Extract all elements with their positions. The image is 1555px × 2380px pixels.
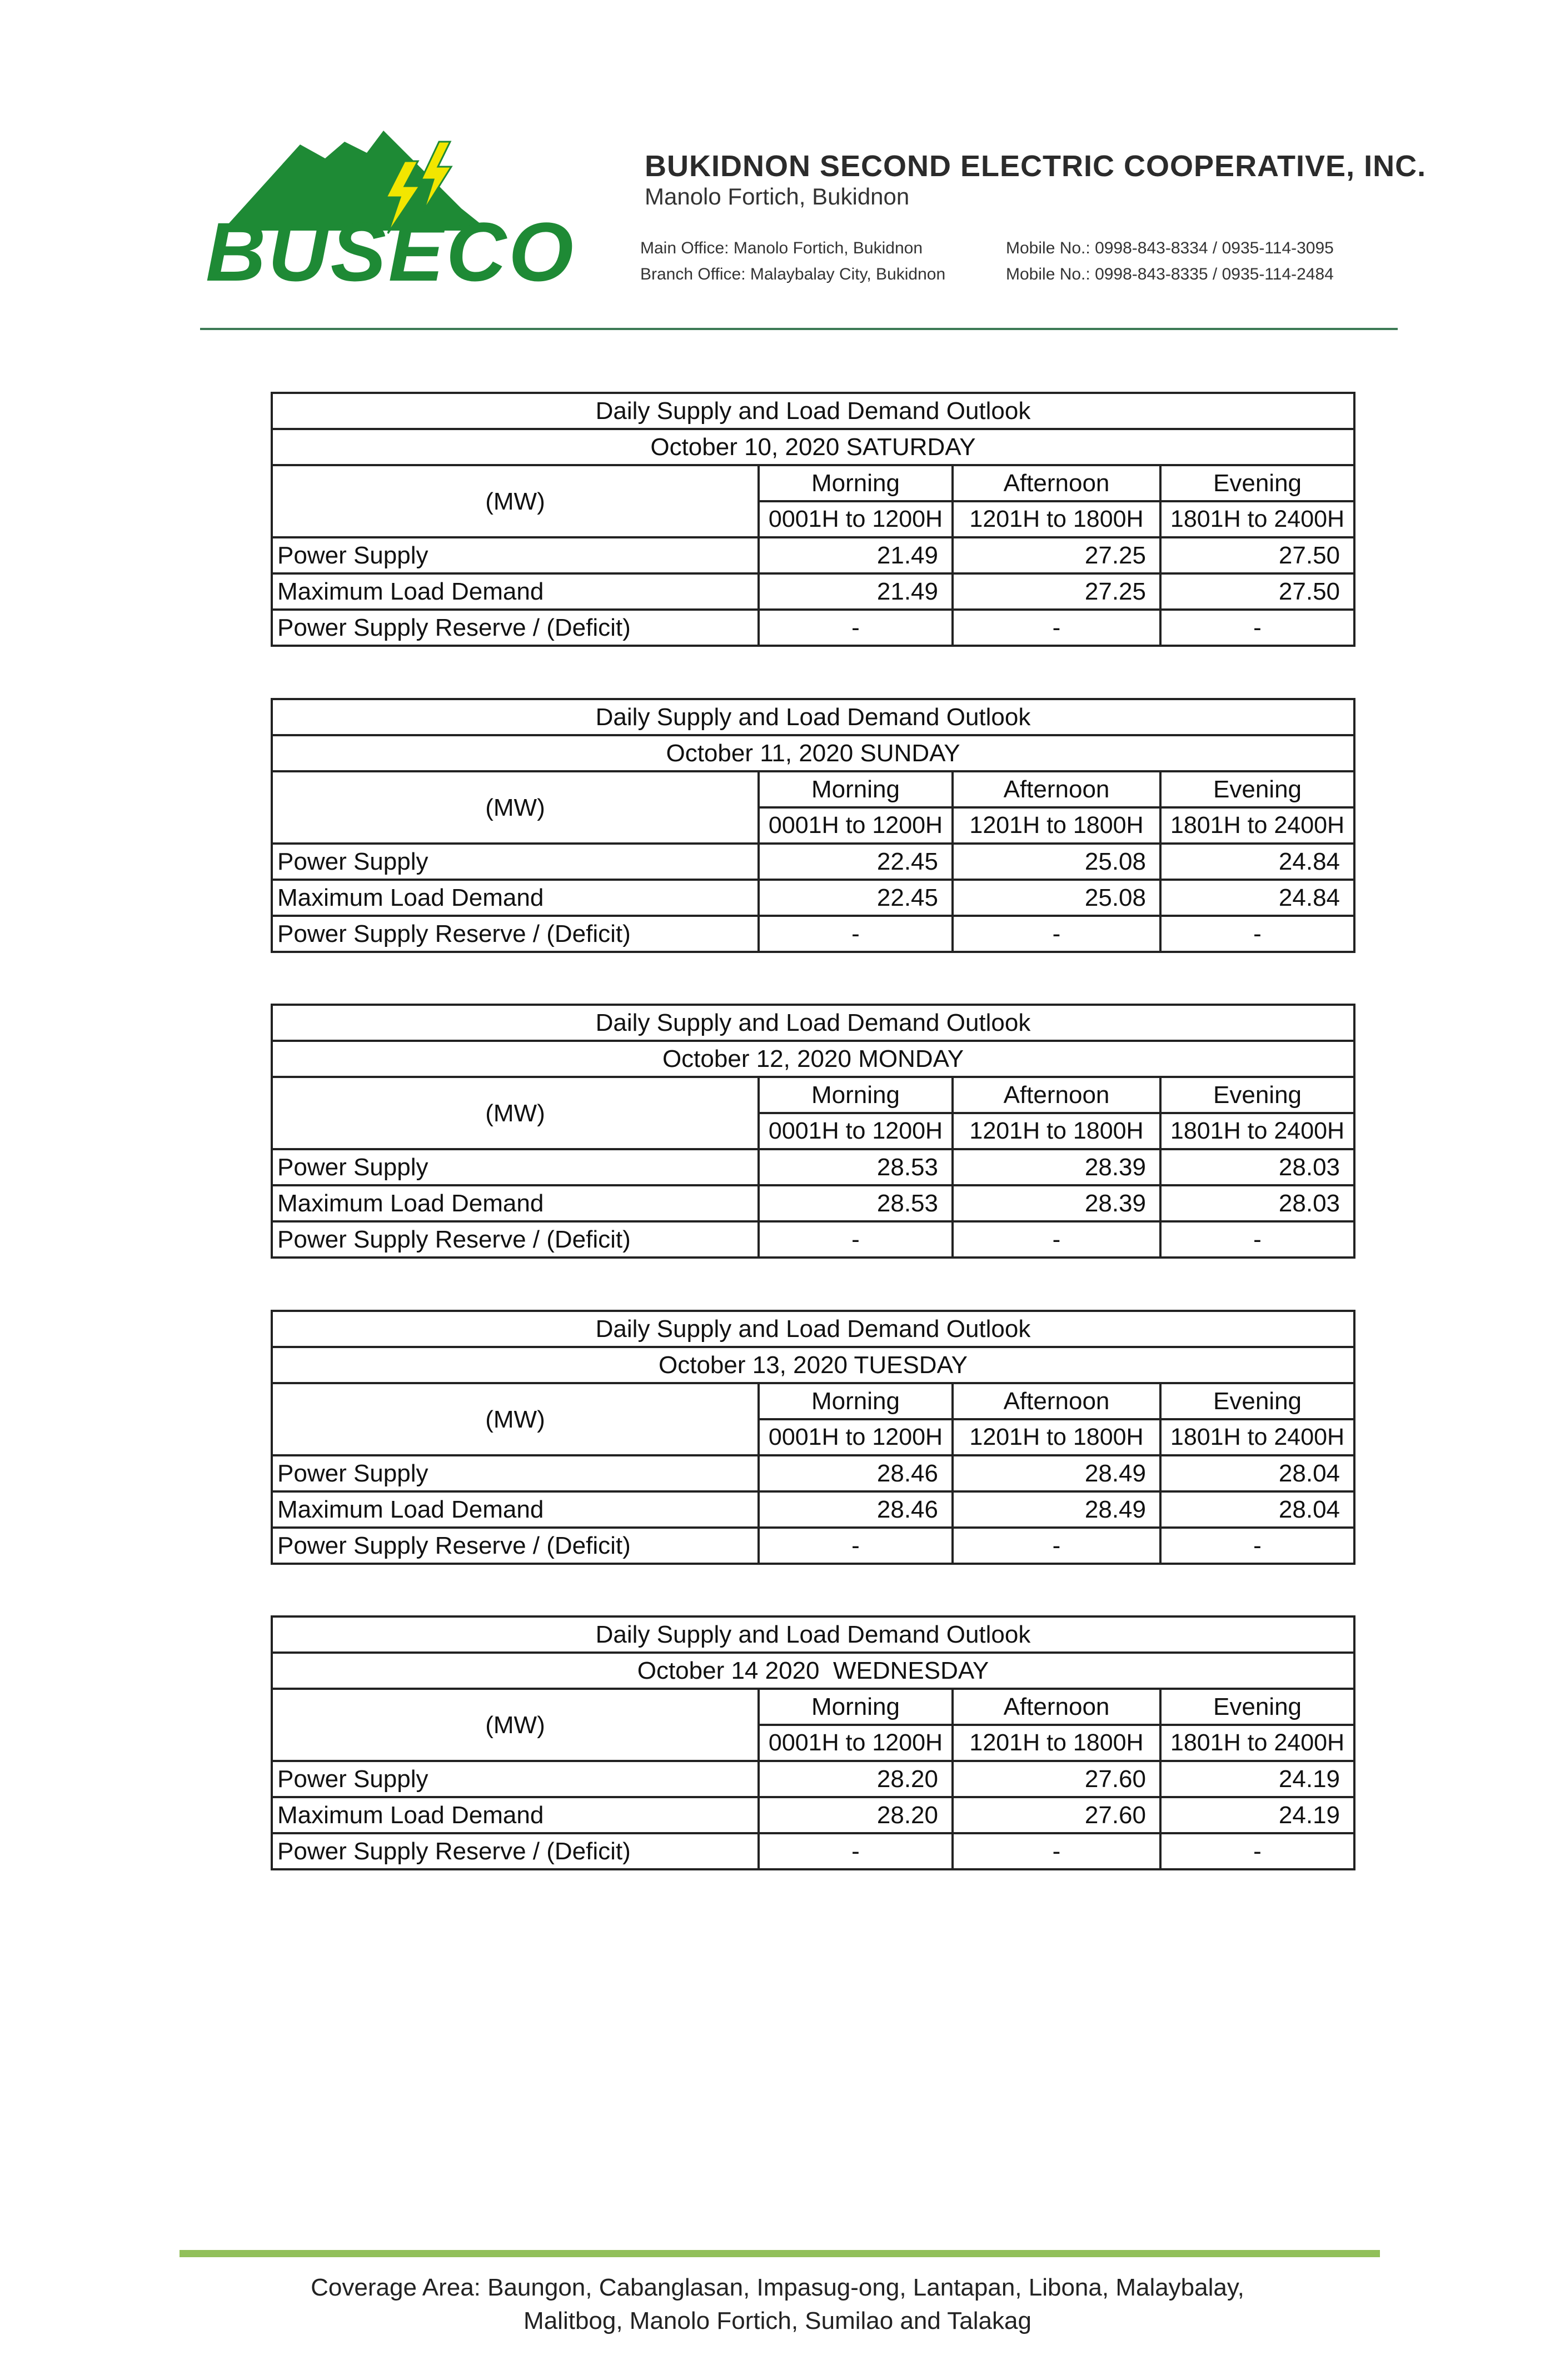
cell-value: 27.50 [1160,537,1354,573]
cell-value: 28.49 [953,1455,1160,1491]
outlook-table-oct-14 [271,1615,1355,1870]
row-label: Power Supply [272,1761,759,1797]
outlook-date: October 10, 2020 SATURDAY [272,429,1354,465]
period-evening: Evening [1160,771,1354,807]
cell-value: 28.03 [1160,1149,1354,1185]
range-morning: 0001H to 1200H [759,1113,953,1149]
range-afternoon: 1201H to 1800H [953,1113,1160,1149]
period-morning: Morning [759,1383,953,1419]
row-label: Power Supply Reserve / (Deficit) [272,1528,759,1564]
organization-address: Manolo Fortich, Bukidnon [645,183,910,209]
table-row [272,1761,1354,1797]
period-morning: Morning [759,771,953,807]
period-afternoon: Afternoon [953,1383,1160,1419]
cell-value: - [953,1833,1160,1869]
row-label: Maximum Load Demand [272,573,759,610]
cell-value: 28.04 [1160,1455,1354,1491]
cell-value: - [1160,1833,1354,1869]
period-evening: Evening [1160,1077,1354,1113]
buseco-logo [200,119,611,286]
cell-value: - [759,916,953,952]
coverage-area-line-2: Malitbog, Manolo Fortich, Sumilao and Talakag [524,2307,1031,2334]
row-label: Power Supply Reserve / (Deficit) [272,610,759,646]
coverage-area-line-1: Coverage Area: Baungon, Cabanglasan, Impasug-ong, Lantapan, Libona, Malaybalay, [311,2274,1244,2301]
table-row [272,1455,1354,1491]
logo-mountain-icon [200,119,611,286]
range-afternoon: 1201H to 1800H [953,807,1160,844]
row-label: Power Supply Reserve / (Deficit) [272,1221,759,1258]
cell-value: 28.03 [1160,1185,1354,1221]
cell-value: 24.19 [1160,1797,1354,1833]
outlook-date: October 14 2020 WEDNESDAY [272,1653,1354,1689]
period-evening: Evening [1160,1689,1354,1725]
cell-value: 27.60 [953,1797,1160,1833]
unit-label: (MW) [272,465,759,537]
cell-value: 22.45 [759,844,953,880]
header-divider [200,328,1398,330]
unit-label: (MW) [272,1689,759,1761]
period-afternoon: Afternoon [953,1077,1160,1113]
cell-value: 28.04 [1160,1491,1354,1528]
cell-value: 27.60 [953,1761,1160,1797]
cell-value: 22.45 [759,880,953,916]
row-label: Maximum Load Demand [272,1797,759,1833]
table-row [272,1833,1354,1869]
row-label: Power Supply [272,1149,759,1185]
cell-value: 21.49 [759,537,953,573]
cell-value: 28.20 [759,1761,953,1797]
cell-value: 28.46 [759,1455,953,1491]
cell-value: 28.20 [759,1797,953,1833]
table-row [272,1797,1354,1833]
period-evening: Evening [1160,465,1354,501]
range-morning: 0001H to 1200H [759,807,953,844]
cell-value: 27.25 [953,537,1160,573]
outlook-title: Daily Supply and Load Demand Outlook [272,1311,1354,1347]
range-morning: 0001H to 1200H [759,1725,953,1761]
cell-value: 28.39 [953,1149,1160,1185]
branch-office-address: Branch Office: Malaybalay City, Bukidnon [640,265,946,283]
outlook-date: October 13, 2020 TUESDAY [272,1347,1354,1383]
cell-value: 28.39 [953,1185,1160,1221]
unit-label: (MW) [272,1077,759,1149]
row-label: Power Supply [272,1455,759,1491]
cell-value: - [1160,610,1354,646]
outlook-table-oct-11 [271,698,1355,953]
cell-value: - [759,610,953,646]
period-evening: Evening [1160,1383,1354,1419]
table-row [272,880,1354,916]
organization-name: BUKIDNON SECOND ELECTRIC COOPERATIVE, INC. [645,149,1427,183]
cell-value: - [1160,1528,1354,1564]
range-morning: 0001H to 1200H [759,1419,953,1455]
range-evening: 1801H to 2400H [1160,501,1354,537]
table-row [272,1149,1354,1185]
outlook-table-oct-13 [271,1310,1355,1565]
cell-value: 27.50 [1160,573,1354,610]
table-row [272,537,1354,573]
cell-value: - [759,1833,953,1869]
row-label: Maximum Load Demand [272,880,759,916]
row-label: Maximum Load Demand [272,1491,759,1528]
period-afternoon: Afternoon [953,465,1160,501]
cell-value: 28.49 [953,1491,1160,1528]
cell-value: 28.53 [759,1185,953,1221]
branch-office-mobile: Mobile No.: 0998-843-8335 / 0935-114-2484 [1006,265,1334,283]
table-row [272,1528,1354,1564]
logo-wordmark: BUSECO [206,205,576,286]
cell-value: 24.84 [1160,844,1354,880]
period-morning: Morning [759,1689,953,1725]
range-afternoon: 1201H to 1800H [953,1419,1160,1455]
row-label: Maximum Load Demand [272,1185,759,1221]
cell-value: 28.46 [759,1491,953,1528]
cell-value: 24.84 [1160,880,1354,916]
outlook-date: October 11, 2020 SUNDAY [272,735,1354,771]
table-row [272,1491,1354,1528]
table-row [272,1185,1354,1221]
cell-value: 25.08 [953,880,1160,916]
cell-value: 24.19 [1160,1761,1354,1797]
cell-value: - [1160,916,1354,952]
range-evening: 1801H to 2400H [1160,1113,1354,1149]
cell-value: 27.25 [953,573,1160,610]
unit-label: (MW) [272,1383,759,1455]
cell-value: 25.08 [953,844,1160,880]
range-afternoon: 1201H to 1800H [953,501,1160,537]
row-label: Power Supply [272,537,759,573]
row-label: Power Supply Reserve / (Deficit) [272,916,759,952]
outlook-title: Daily Supply and Load Demand Outlook [272,1616,1354,1653]
cell-value: 28.53 [759,1149,953,1185]
range-evening: 1801H to 2400H [1160,1419,1354,1455]
outlook-table-oct-10 [271,392,1355,647]
range-afternoon: 1201H to 1800H [953,1725,1160,1761]
outlook-date: October 12, 2020 MONDAY [272,1041,1354,1077]
main-office-address: Main Office: Manolo Fortich, Bukidnon [640,239,923,257]
table-row [272,844,1354,880]
period-morning: Morning [759,465,953,501]
cell-value: - [759,1221,953,1258]
table-row [272,916,1354,952]
cell-value: - [759,1528,953,1564]
cell-value: - [953,1221,1160,1258]
main-office-mobile: Mobile No.: 0998-843-8334 / 0935-114-3095 [1006,239,1334,257]
row-label: Power Supply Reserve / (Deficit) [272,1833,759,1869]
footer-divider [180,2250,1380,2257]
outlook-title: Daily Supply and Load Demand Outlook [272,1005,1354,1041]
row-label: Power Supply [272,844,759,880]
cell-value: 21.49 [759,573,953,610]
table-row [272,1221,1354,1258]
period-afternoon: Afternoon [953,771,1160,807]
range-morning: 0001H to 1200H [759,501,953,537]
cell-value: - [953,1528,1160,1564]
outlook-title: Daily Supply and Load Demand Outlook [272,699,1354,735]
outlook-table-oct-12 [271,1004,1355,1259]
table-row [272,573,1354,610]
unit-label: (MW) [272,771,759,844]
range-evening: 1801H to 2400H [1160,807,1354,844]
cell-value: - [1160,1221,1354,1258]
range-evening: 1801H to 2400H [1160,1725,1354,1761]
period-morning: Morning [759,1077,953,1113]
period-afternoon: Afternoon [953,1689,1160,1725]
outlook-title: Daily Supply and Load Demand Outlook [272,393,1354,429]
table-row [272,610,1354,646]
cell-value: - [953,610,1160,646]
cell-value: - [953,916,1160,952]
